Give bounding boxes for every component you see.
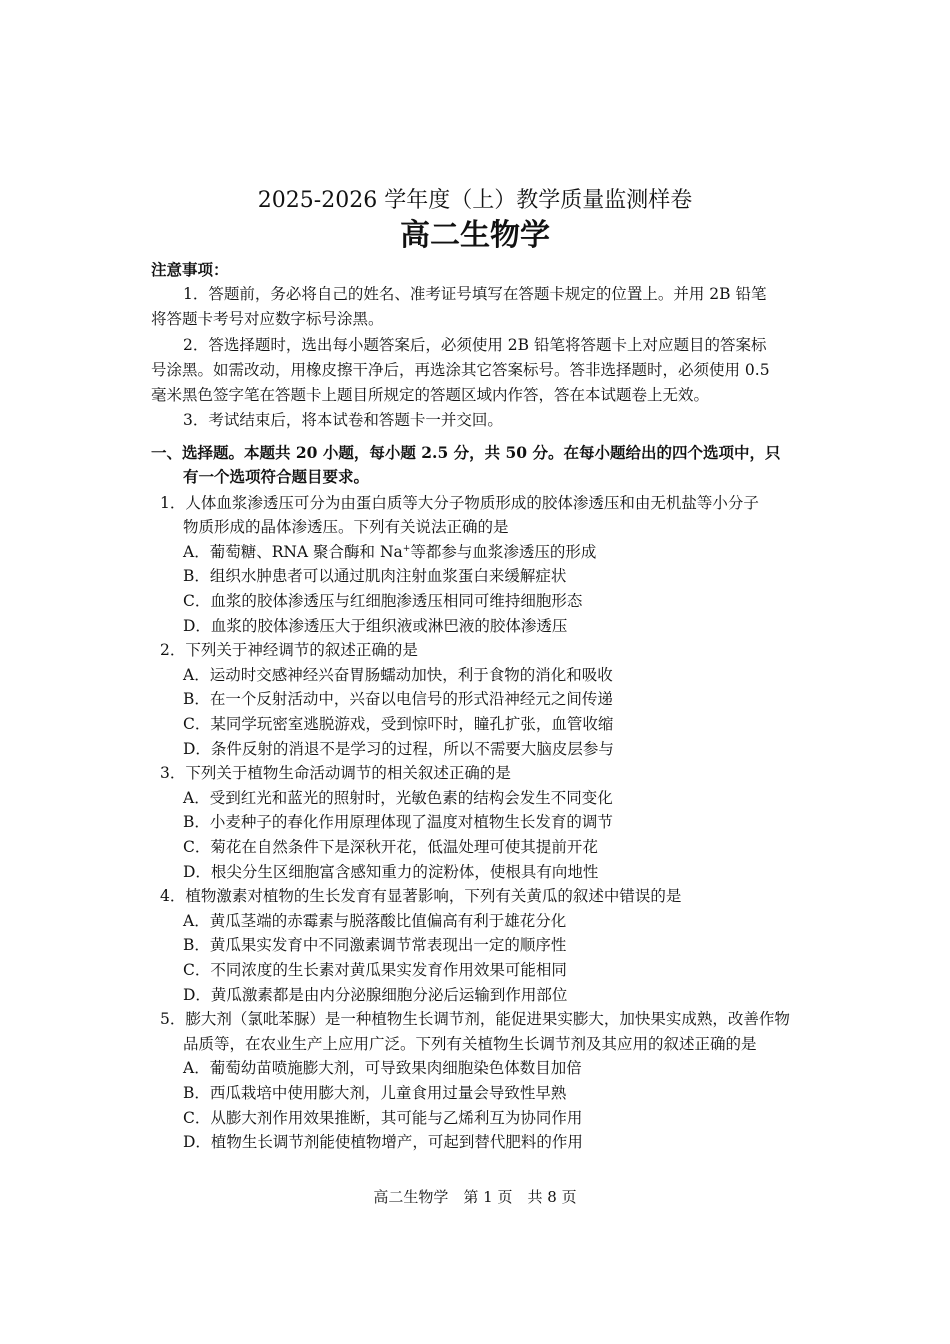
q1-option-a-text: A．葡萄糖、RNA 聚合酶和 Na — [183, 543, 403, 561]
notice-heading: 注意事项： — [151, 260, 229, 279]
notice-item-1-line-2: 将答题卡考号对应数字标号涂黑。 — [151, 310, 384, 328]
notice-item-1-line-1: 1．答题前，务必将自己的姓名、准考证号填写在答题卡规定的位置上。并用 2B 铅笔 — [183, 285, 767, 303]
page-footer: 高二生物学 第 1 页 共 8 页 — [373, 1188, 577, 1206]
q5-stem-line-1: 5．膨大剂（氯吡苯脲）是一种植物生长调节剂，能促进果实膨大，加快果实成熟，改善作物 — [160, 1010, 790, 1028]
q2-option-b: B．在一个反射活动中，兴奋以电信号的形式沿神经元之间传递 — [183, 690, 613, 708]
section-heading-line-1: 一、选择题。本题共 20 小题，每小题 2.5 分，共 50 分。在每小题给出的四个选项中，只 — [151, 443, 781, 462]
q2-option-c: C．某同学玩密室逃脱游戏，受到惊吓时，瞳孔扩张，血管收缩 — [183, 715, 614, 733]
q4-stem: 4．植物激素对植物的生长发育有显著影响，下列有关黄瓜的叙述中错误的是 — [160, 887, 682, 905]
notice-item-2-line-3: 毫米黑色签字笔在答题卡上题目所规定的答题区域内作答，答在本试题卷上无效。 — [151, 386, 710, 404]
notice-item-2-line-2: 号涂黑。如需改动，用橡皮擦干净后，再选涂其它答案标号。答非选择题时，必须使用 0.5 — [151, 361, 770, 379]
q5-option-b: B．西瓜栽培中使用膨大剂，儿童食用过量会导致性早熟 — [183, 1084, 567, 1102]
q1-stem-line-2: 物质形成的晶体渗透压。下列有关说法正确的是 — [183, 518, 509, 536]
q1-stem-line-1: 1．人体血浆渗透压可分为由蛋白质等大分子物质形成的胶体渗透压和由无机盐等小分子 — [160, 494, 759, 512]
notice-item-3: 3．考试结束后，将本试卷和答题卡一并交回。 — [183, 411, 503, 429]
q3-option-a: A．受到红光和蓝光的照射时，光敏色素的结构会发生不同变化 — [183, 789, 613, 807]
q5-option-d: D．植物生长调节剂能使植物增产，可起到替代肥料的作用 — [183, 1133, 583, 1151]
q3-option-d: D．根尖分生区细胞富含感知重力的淀粉体，使根具有向地性 — [183, 863, 599, 881]
q1-option-a — [183, 540, 596, 564]
section-heading-line-2: 有一个选项符合题目要求。 — [183, 467, 370, 486]
q4-option-d: D．黄瓜激素都是由内分泌腺细胞分泌后运输到作用部位 — [183, 986, 568, 1004]
q4-option-a: A．黄瓜茎端的赤霉素与脱落酸比值偏高有利于雄花分化 — [183, 912, 567, 930]
exam-title: 2025-2026 学年度（上）教学质量监测样卷 — [257, 188, 693, 213]
q2-stem: 2．下列关于神经调节的叙述正确的是 — [160, 641, 418, 659]
q2-option-d: D．条件反射的消退不是学习的过程，所以不需要大脑皮层参与 — [183, 740, 614, 758]
q3-option-c: C．菊花在自然条件下是深秋开花，低温处理可使其提前开花 — [183, 838, 598, 856]
q4-option-c: C．不同浓度的生长素对黄瓜果实发育作用效果可能相同 — [183, 961, 567, 979]
q1-option-a-superscript: + — [402, 543, 411, 554]
exam-subject: 高二生物学 — [400, 218, 550, 253]
q1-option-a-text-cont: 等都参与血浆渗透压的形成 — [410, 543, 597, 561]
q4-option-b: B．黄瓜果实发育中不同激素调节常表现出一定的顺序性 — [183, 936, 567, 954]
q3-stem: 3．下列关于植物生命活动调节的相关叙述正确的是 — [160, 764, 511, 782]
q1-option-b: B．组织水肿患者可以通过肌肉注射血浆蛋白来缓解症状 — [183, 567, 567, 585]
q5-option-a: A．葡萄幼苗喷施膨大剂，可导致果肉细胞染色体数目加倍 — [183, 1059, 582, 1077]
notice-item-2-line-1: 2．答选择题时，选出每小题答案后，必须使用 2B 铅笔将答题卡上对应题目的答案标 — [183, 336, 767, 354]
q1-option-d: D．血浆的胶体渗透压大于组织液或淋巴液的胶体渗透压 — [183, 617, 568, 635]
q3-option-b: B．小麦种子的春化作用原理体现了温度对植物生长发育的调节 — [183, 813, 613, 831]
q1-option-c: C．血浆的胶体渗透压与红细胞渗透压相同可维持细胞形态 — [183, 592, 583, 610]
q2-option-a: A．运动时交感神经兴奋胃肠蠕动加快，利于食物的消化和吸收 — [183, 666, 613, 684]
q5-stem-line-2: 品质等，在农业生产上应用广泛。下列有关植物生长调节剂及其应用的叙述正确的是 — [183, 1035, 757, 1053]
q5-option-c: C．从膨大剂作用效果推断，其可能与乙烯利互为协同作用 — [183, 1109, 583, 1127]
